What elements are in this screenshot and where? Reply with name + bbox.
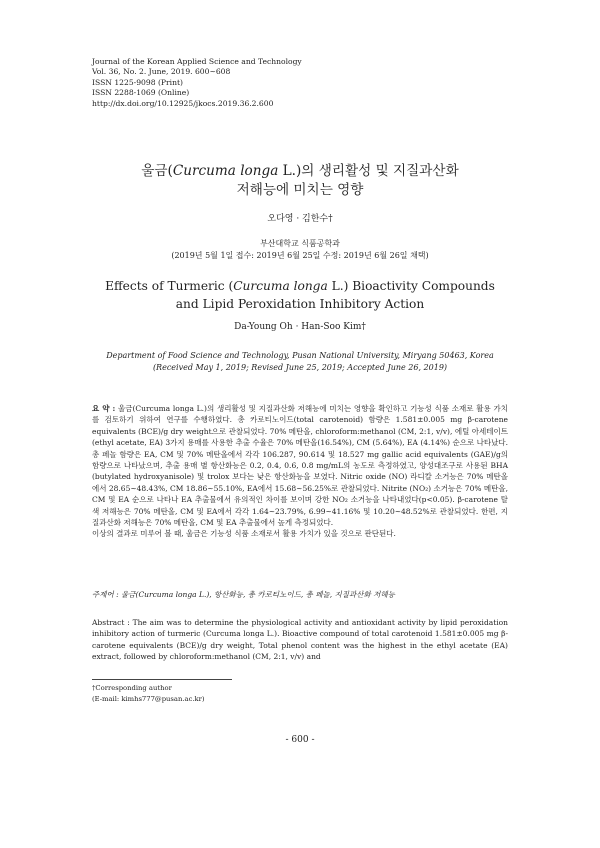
footnote-divider <box>92 679 232 680</box>
abstract-ko-conclusion: 이상의 결과로 미루어 볼 때, 울금은 기능성 식품 소재로서 활용 가치가 있을 것으로 판단된다. <box>92 529 396 539</box>
affiliation-ko-dates: (2019년 5월 1일 접수: 2019년 6월 25일 수정: 2019년 6월 26일 채택) <box>171 251 429 260</box>
page-number: - 600 - <box>285 735 315 745</box>
abstract-en-label: Abstract : <box>92 618 130 627</box>
abstract-ko-label: 요 약 : <box>92 404 116 413</box>
title-en-line1-post: L.) Bioactivity Compounds <box>327 279 495 293</box>
title-korean <box>60 162 540 200</box>
footnote <box>92 683 205 705</box>
journal-volume: Vol. 36, No. 2. June, 2019. 600~608 <box>92 67 231 77</box>
abstract-ko-body: 울금(Curcuma longa L.)의 생리활성 및 지질과산화 저해능에 미치는 영향을 확인하고 기능성 식품 소재로 활용 가치를 검토하기 위하여 연구를 수행하였다. 총 카로티노이드(total carotenoid) 함량은 1.581±0.005 mg β-carotene equivalents (BCE)/g dry weight으로 관찰되었다. 70% 메탄올, chloroform:methanol (CM, 2:1, v/v), 에틸 아세테이트(ethyl acetate, EA) 3가지 용매를 사용한 추출 수율은 70% 메탄올(16.54%), CM (5.64%), EA (4.14%) 순으로 나타났다. 총 페놀 함량은 EA, CM 및 70% 메탄올에서 각각 106.287, 90.614 및 18.527 mg gallic acid equivalents (GAE)/g의 함량으로 나타났으며, 추출 용매 별 항산화능은 0.2, 0.4, 0.6, 0.8 mg/mL의 농도로 측정하였고, 양성대조구로 사용된 BHA (butylated hydroxyanisole) 및 trolox 보다는 낮은 항산화능을 보였다. Nitric oxide (NO) 라디칼 소거능은 70% 메탄올에서 28.65~48.43%, CM 18.86~55.10%, EA에서 15.68~56.25%로 관찰되었다. Nitrite (NO₂) 소거능은 70% 메탄올, CM 및 EA 순으로 나타나 EA 추출물에서 유의적인 차이를 보이며 강한 NO₂ 소거능을 나타내었다(p<0.05). β-carotene 탈색 저해능은 70% 메탄올, CM 및 EA에서 각각 1.64~23.79%, 6.99~41.16% 및 10.20~48.52%로 관찰되었다. 한편, 지질과산화 저해능은 70% 메탄올, CM 및 EA 추출물에서 높게 측정되었다. <box>92 404 508 528</box>
affiliation-ko-dept: 부산대학교 식품공학과 <box>260 239 340 248</box>
abstract-en-body: The aim was to determine the physiological activity and antioxidant activity by lipid peroxidation inhibitory action of turmeric (Curcuma longa L.). Bioactive compound of total carotenoid 1.581±0.005 mg β-carotene equivalents (BCE)/g dry weight, Total phenol content was the highest in the ethyl acetate (EA) extract, followed by chloroform:methanol (CM, 2:1, v/v) and <box>92 618 508 662</box>
abstract-en-paragraph <box>92 617 508 663</box>
affiliation-en-dept: Department of Food Science and Technology, Pusan National University, Miryang 50463, Korea <box>106 351 494 360</box>
title-ko-line2: 저해능에 미치는 영향 <box>236 182 364 198</box>
abstract-english <box>92 617 508 663</box>
abstract-ko-paragraph <box>92 403 508 528</box>
authors-korean: 오다영 · 김한수† <box>267 214 333 224</box>
affiliation-korean <box>60 238 540 262</box>
footnote-corresponding: †Corresponding author <box>92 684 172 692</box>
journal-issn-online: ISSN 2288-1069 (Online) <box>92 88 190 98</box>
journal-info <box>92 57 302 109</box>
title-english <box>60 277 540 313</box>
title-en-line1-pre: Effects of Turmeric ( <box>105 279 234 293</box>
title-ko-line1-pre: 울금( <box>141 163 173 179</box>
footnote-email: (E-mail: kimhs777@pusan.ac.kr) <box>92 695 205 703</box>
affiliation-english <box>60 350 540 374</box>
authors-english: Da-Young Oh · Han-Soo Kim† <box>234 322 366 332</box>
title-ko-species: Curcuma longa <box>172 163 279 179</box>
journal-name: Journal of the Korean Applied Science and Technology <box>92 57 302 66</box>
title-en-species: Curcuma longa <box>233 279 328 293</box>
journal-issn-print: ISSN 1225-9098 (Print) <box>92 77 183 87</box>
abstract-korean <box>92 403 508 540</box>
title-ko-line1-post: L.)의 생리활성 및 지질과산화 <box>278 163 459 179</box>
journal-doi[interactable]: http://dx.doi.org/10.12925/jkocs.2019.36.2.600 <box>92 98 274 108</box>
title-en-line2: and Lipid Peroxidation Inhibitory Action <box>175 297 425 311</box>
keywords-korean: 주제어 : 울금(Curcuma longa L.), 항산화능, 총 카로티노이드, 총 페놀, 지질과산화 저해능 <box>92 590 395 599</box>
affiliation-en-dates: (Received May 1, 2019; Revised June 25, 2019; Accepted June 26, 2019) <box>152 363 448 372</box>
